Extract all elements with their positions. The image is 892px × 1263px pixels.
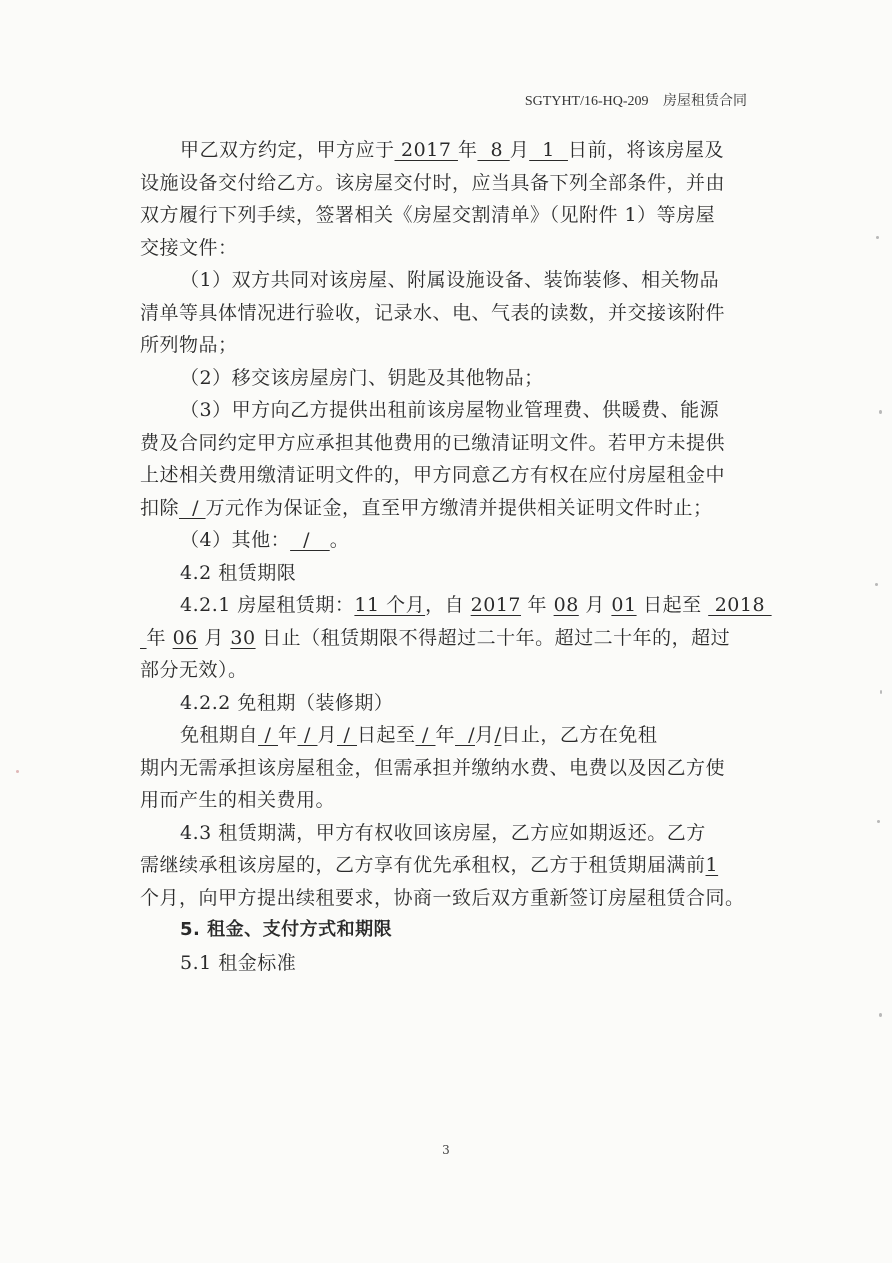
text-segment: 年 xyxy=(435,724,456,746)
contract-body xyxy=(140,134,772,979)
filled-blank: / xyxy=(290,529,330,551)
document-title: 房屋租赁合同 xyxy=(663,93,747,109)
page-header xyxy=(525,90,747,110)
filled-blank: 11 个月 xyxy=(354,594,426,616)
scan-speck xyxy=(16,770,19,773)
text-segment: （4）其他： xyxy=(180,529,291,551)
text-segment: 5. 租金、支付方式和期限 xyxy=(180,919,393,940)
text-segment: 个月，向甲方提出续租要求，协商一致后双方重新签订房屋租赁合同。 xyxy=(140,886,745,909)
filled-blank: / xyxy=(179,496,206,519)
text-segment: 月 xyxy=(475,724,495,746)
text-segment: ，自 xyxy=(425,594,471,616)
scan-speck xyxy=(877,820,880,823)
scan-speck xyxy=(875,583,878,586)
filled-blank: 06 xyxy=(172,626,198,649)
filled-blank: 1 xyxy=(705,854,719,876)
text-line xyxy=(140,752,755,785)
text-line xyxy=(140,524,755,557)
text-segment: 免租期自 xyxy=(180,724,259,746)
text-segment: （1）双方共同对该房屋、附属设施设备、装饰装修、相关物品 xyxy=(180,269,720,291)
text-segment: 4.2.2 免租期（装修期） xyxy=(180,691,394,714)
text-segment: 扣除 xyxy=(140,496,180,519)
filled-blank: / xyxy=(258,724,278,746)
text-line xyxy=(140,622,755,655)
text-line xyxy=(140,589,772,622)
text-segment: 设施设备交付给乙方。该房屋交付时，应当具备下列全部条件，并由 xyxy=(140,171,726,194)
text-line xyxy=(140,427,755,460)
text-segment: 月 xyxy=(317,724,338,746)
text-segment: 日起至 xyxy=(636,594,709,616)
text-line xyxy=(140,232,755,265)
text-segment: 年 xyxy=(457,139,478,161)
text-line xyxy=(140,329,755,362)
text-line xyxy=(140,654,755,687)
text-line xyxy=(140,817,755,850)
text-line xyxy=(140,492,755,525)
text-segment: （2）移交该房屋房门、钥匙及其他物品； xyxy=(180,366,544,389)
text-segment: 日止（租赁期限不得超过二十年。超过二十年的，超过 xyxy=(255,626,731,649)
text-line xyxy=(140,362,755,395)
filled-blank: 08 xyxy=(553,594,579,616)
filled-blank: / xyxy=(494,724,502,746)
text-segment: 4.3 租赁期满，甲方有权收回该房屋，乙方应如期返还。乙方 xyxy=(180,821,706,844)
text-segment: 交接文件： xyxy=(140,236,238,259)
text-line xyxy=(140,297,755,330)
text-segment: 年 xyxy=(278,724,298,746)
text-line xyxy=(140,849,755,882)
text-line xyxy=(140,394,755,427)
document-code: SGTYHT/16-HQ-209 xyxy=(524,94,649,109)
text-line xyxy=(140,882,755,915)
text-segment: 所列物品； xyxy=(140,334,238,356)
filled-blank: 1 xyxy=(529,139,568,161)
text-segment: 需继续承租该房屋的，乙方享有优先承租权，乙方于租赁期届满前 xyxy=(140,854,706,876)
filled-blank: 01 xyxy=(611,594,637,616)
text-segment: 上述相关费用缴清证明文件的，甲方同意乙方有权在应付房屋租金中 xyxy=(140,464,726,486)
text-segment: 月 xyxy=(578,594,612,616)
text-line xyxy=(140,557,755,590)
page-number: 3 xyxy=(442,1143,450,1157)
filled-blank: 30 xyxy=(230,626,256,649)
scan-speck xyxy=(876,236,879,239)
text-segment: 。 xyxy=(329,529,350,551)
filled-blank: / xyxy=(297,724,318,746)
text-line xyxy=(140,687,755,720)
text-segment: 4.2 租赁期限 xyxy=(180,561,297,584)
filled-blank: / xyxy=(337,724,357,746)
scan-speck xyxy=(879,1013,882,1017)
text-segment: 4.2.1 房屋租赁期： xyxy=(180,594,355,616)
text-segment: 日止，乙方在免租 xyxy=(501,724,658,746)
text-segment: 清单等具体情况进行验收，记录水、电、气表的读数，并交接该附件 xyxy=(140,301,726,324)
text-segment: 日前，将该房屋及 xyxy=(567,139,724,161)
text-segment: 年 xyxy=(521,594,554,616)
text-segment: 费及合同约定甲方应承担其他费用的已缴清证明文件。若甲方未提供 xyxy=(140,431,726,454)
text-line xyxy=(140,459,755,492)
text-line xyxy=(140,264,755,297)
filled-blank: 8 xyxy=(477,139,510,161)
text-segment: 双方履行下列手续，签署相关《房屋交割清单》（见附件 1）等房屋 xyxy=(140,204,716,226)
text-line xyxy=(140,947,755,980)
text-line xyxy=(140,134,755,167)
text-line xyxy=(140,914,755,947)
text-segment: 年 xyxy=(146,626,173,649)
filled-blank: / xyxy=(415,724,436,746)
text-segment: （3）甲方向乙方提供出租前该房屋物业管理费、供暖费、能源 xyxy=(180,399,720,421)
text-segment: 用而产生的相关费用。 xyxy=(140,789,336,811)
text-segment: 期内无需承担该房屋租金，但需承担并缴纳水费、电费以及因乙方使 xyxy=(140,756,726,779)
filled-blank: 2017 xyxy=(470,594,522,616)
filled-blank: / xyxy=(455,724,475,746)
text-line xyxy=(140,719,755,752)
filled-blank: 2018 xyxy=(708,594,772,616)
text-segment: 部分无效）。 xyxy=(140,659,248,681)
filled-blank: 2017 xyxy=(394,139,458,161)
text-segment: 日起至 xyxy=(357,724,416,746)
text-segment: 甲乙双方约定，甲方应于 xyxy=(180,139,395,161)
text-line xyxy=(140,784,755,817)
scan-speck xyxy=(880,690,882,694)
text-line xyxy=(140,167,755,200)
text-segment: 月 xyxy=(509,139,530,161)
text-segment: 万元作为保证金，直至甲方缴清并提供相关证明文件时止； xyxy=(205,496,713,519)
text-segment: 5.1 租金标准 xyxy=(180,951,297,974)
text-segment: 月 xyxy=(197,626,231,649)
scan-speck xyxy=(879,410,882,414)
text-line xyxy=(140,199,755,232)
